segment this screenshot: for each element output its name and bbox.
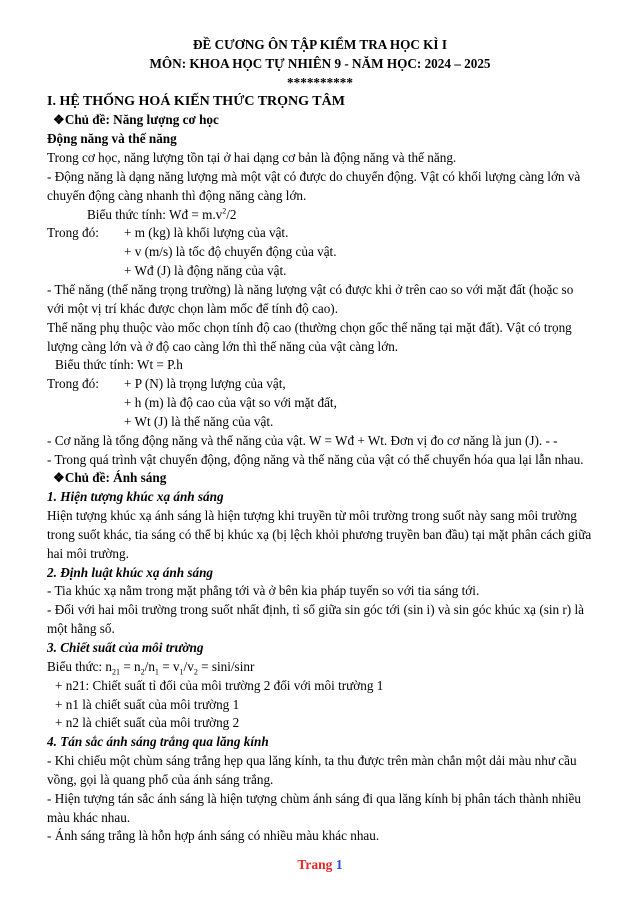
document-page — [47, 36, 593, 846]
formula-kinetic: Biểu thức tính: Wđ = $m.v^2/2$ — [87, 206, 237, 222]
formula-potential: Biểu thức tính: Wt = P.h — [55, 357, 183, 373]
header-separator: ********** — [287, 74, 353, 90]
subheading-refraction: 1. Hiện tượng khúc xạ ánh sáng — [47, 489, 224, 505]
definition-item: + n1 là chiết suất của môi trường 1 — [55, 696, 240, 712]
where-label: Trong đó: — [47, 225, 99, 241]
definition-row — [47, 224, 593, 243]
document-title: ĐỀ CƯƠNG ÔN TẬP KIỂM TRA HỌC KÌ I — [192, 37, 447, 52]
definition-item: + n2 là chiết suất của môi trường 2 — [55, 715, 240, 731]
page-footer — [0, 857, 640, 873]
subheading-refraction-law: 2. Định luật khúc xạ ánh sáng — [47, 564, 214, 580]
definition-item: + v (m/s) là tốc độ chuyển động của vật. — [124, 244, 337, 260]
where-label: Trong đó: — [47, 376, 99, 392]
paragraph: - Trong quá trình vật chuyển động, động năng và thế năng của vật có thể chuyển hóa qua lại lẫn nhau. — [47, 451, 584, 467]
formula-refractive-index: Biểu thức: $n_{21} = n_2/n_1 = v_1/v_2 = \sin i/\sin r$ — [47, 658, 255, 677]
page-label: Trang — [297, 857, 333, 872]
section-heading: I. HỆ THỐNG HOÁ KIẾN THỨC TRỌNG TÂM — [47, 93, 345, 109]
definition-item: + Wđ (J) là động năng của vật. — [124, 263, 287, 279]
document-header — [47, 36, 593, 93]
paragraph: - Cơ năng là tổng động năng và thế năng của vật. W = Wđ + Wt. Đơn vị đo cơ năng là jun (J). - - — [47, 432, 558, 448]
definition-row — [47, 375, 593, 394]
paragraph: - Khi chiếu một chùm sáng trắng hẹp qua lăng kính, ta thu được trên màn chắn một dải màu như cầu vồng, gọi là quang phổ của ánh sáng trắng. — [47, 753, 577, 787]
paragraph: - Động năng là dạng năng lượng mà một vật có được do chuyển động. Vật có khối lượng càng lớn và chuyển động càng nhanh thì động năng càng lớn. — [47, 168, 581, 203]
definition-item: + n21: Chiết suất tỉ đối của môi trường 2 đối với môi trường 1 — [55, 677, 384, 693]
paragraph: - Đối với hai môi trường trong suốt nhất định, tỉ số giữa sin góc tới (sin i) và sin góc khúc xạ (sin r) là một hằng số. — [47, 602, 585, 637]
paragraph: - Ánh sáng trắng là hỗn hợp ánh sáng có nhiều màu khác nhau. — [47, 828, 380, 844]
definition-item: + m (kg) là khối lượng của vật. — [124, 225, 289, 241]
subheading-energy: Động năng và thế năng — [47, 131, 177, 147]
document-subject: MÔN: KHOA HỌC TỰ NHIÊN 9 - NĂM HỌC: 2024 – 2025 — [149, 55, 491, 71]
paragraph: - Thế năng (thế năng trọng trường) là năng lượng vật có được khi ở trên cao so với mặt đất (hoặc so với một vị trí khác được chọn làm mốc để tính độ cao). — [47, 281, 574, 316]
subheading-dispersion: 4. Tán sắc ánh sáng trắng qua lăng kính — [47, 734, 269, 750]
topic-title-mechanics: ❖Chủ đề: Năng lượng cơ học — [53, 112, 219, 128]
paragraph: Thế năng phụ thuộc vào mốc chọn tính độ cao (thường chọn gốc thế năng tại mặt đất). Vật có trọng lượng càng lớn và ở độ cao càng lớn thì thế năng của vật càng lớn. — [47, 319, 572, 354]
paragraph: Hiện tượng khúc xạ ánh sáng là hiện tượng khi truyền từ môi trường trong suốt này sang môi trường trong suốt khác, tia sáng có thể bị khúc xạ (bị lệch khỏi phương truyền ban đầu) tại mặt phân cách giữa hai môi trường. — [47, 508, 592, 561]
paragraph: - Hiện tượng tán sắc ánh sáng là hiện tượng chùm ánh sáng đi qua lăng kính bị phân tách thành nhiều màu khác nhau. — [47, 790, 582, 825]
definition-item: + h (m) là độ cao của vật so với mặt đất, — [124, 395, 337, 411]
page-number: 1 — [335, 857, 343, 872]
paragraph: - Tia khúc xạ nằm trong mặt phẳng tới và ở bên kia pháp tuyến so với tia sáng tới. — [47, 583, 480, 599]
topic-title-light: ❖Chủ đề: Ánh sáng — [53, 470, 167, 486]
paragraph: Trong cơ học, năng lượng tồn tại ở hai dạng cơ bản là động năng và thế năng. — [47, 150, 457, 166]
definition-item: + P (N) là trọng lượng của vật, — [124, 376, 286, 392]
definition-item: + Wt (J) là thế năng của vật. — [124, 413, 274, 429]
subheading-refractive-index: 3. Chiết suất của môi trường — [47, 640, 204, 655]
